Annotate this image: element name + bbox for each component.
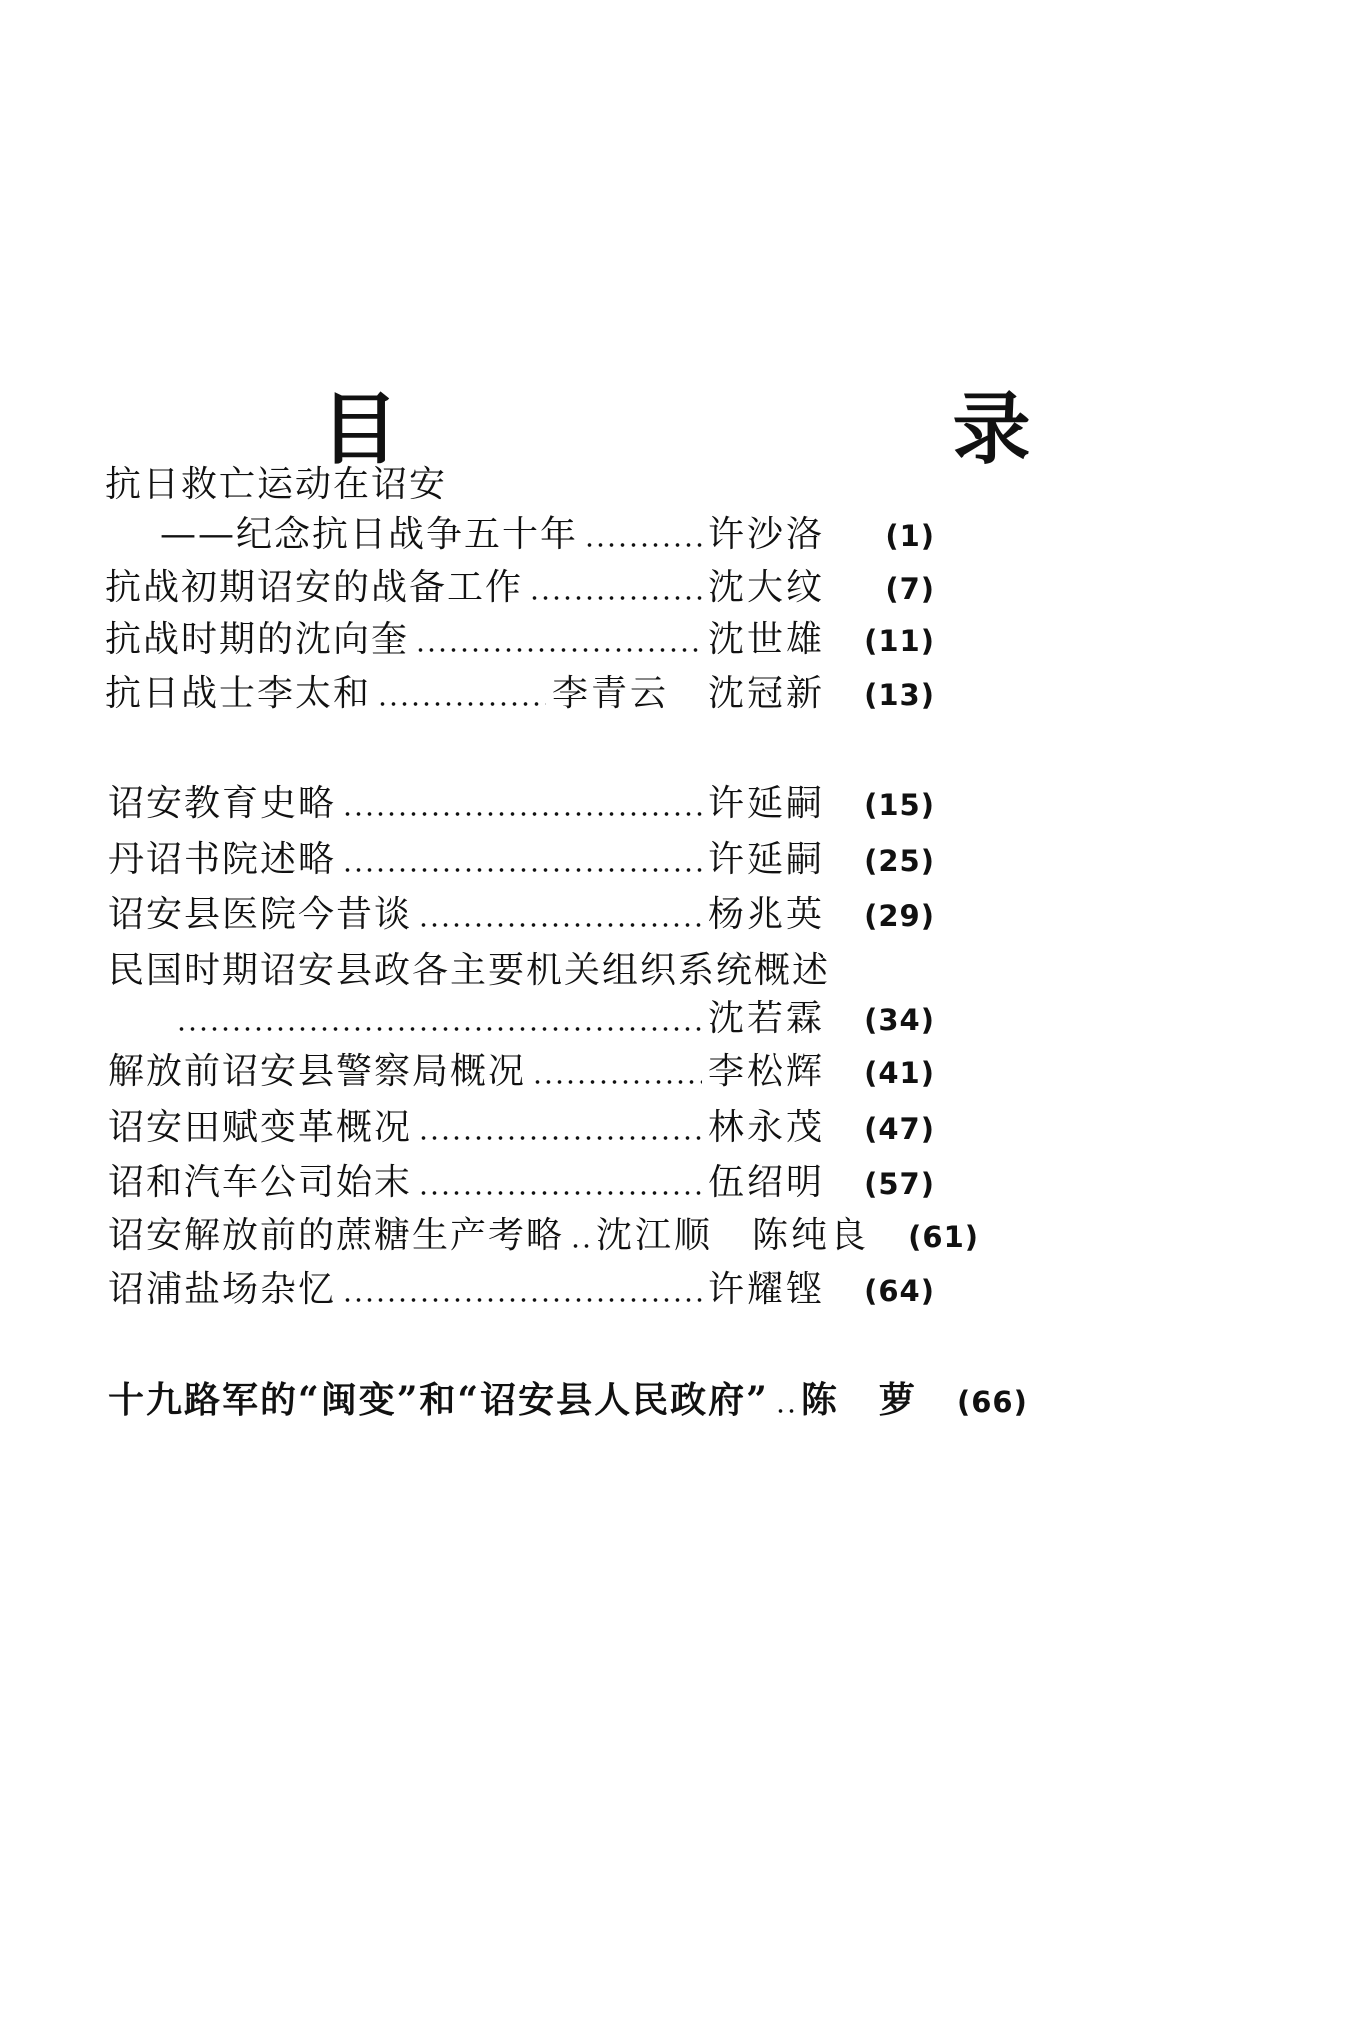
dot-leader <box>418 922 702 928</box>
entry-page-number: (25) <box>864 844 935 878</box>
toc-entry[interactable] <box>105 672 935 717</box>
entry-title: 诏安县医院今昔谈 <box>108 894 413 935</box>
entry-title: 抗日战士李太和 <box>105 673 372 714</box>
entry-page-number: (61) <box>908 1220 980 1254</box>
toc-entry[interactable] <box>108 838 935 883</box>
entry-title: 诏安教育史略 <box>108 783 337 824</box>
dot-leader <box>415 647 702 653</box>
entry-author: 沈若霖 <box>707 998 825 1039</box>
toc-entry[interactable] <box>108 893 935 938</box>
entry-title: 诏安解放前的蔗糖生产考略 <box>108 1215 565 1256</box>
entry-author: 李青云 沈冠新 <box>551 673 825 714</box>
entry-title: 诏浦盐场杂忆 <box>108 1269 337 1310</box>
section-heading: 抗日救亡运动在诏安 <box>105 464 448 505</box>
toc-entry[interactable] <box>108 782 935 827</box>
dot-leader <box>377 701 546 707</box>
entry-page-number: (29) <box>864 899 935 933</box>
dot-leader <box>342 811 702 817</box>
toc-entry[interactable] <box>160 513 935 558</box>
toc-entry[interactable] <box>108 1161 935 1206</box>
toc-entry[interactable] <box>105 618 935 663</box>
dot-leader <box>775 1408 795 1414</box>
entry-author: 沈大纹 <box>707 567 825 608</box>
dot-leader <box>532 1079 702 1085</box>
entry-title: 丹诏书院述略 <box>108 839 337 880</box>
entry-page-number: (34) <box>864 1003 935 1037</box>
entry-author: 沈江顺 陈纯良 <box>596 1215 870 1256</box>
entry-page-number: (7) <box>885 572 935 606</box>
entry-author: 沈世雄 <box>707 619 825 660</box>
page-title: 目 录 <box>320 385 1269 475</box>
entry-page-number: (66) <box>956 1385 1028 1419</box>
dot-leader <box>584 542 702 548</box>
entry-author: 林永茂 <box>707 1107 825 1148</box>
dot-leader <box>418 1135 702 1141</box>
entry-author: 杨兆英 <box>707 894 825 935</box>
entry-page-number: (41) <box>864 1056 935 1090</box>
entry-author: 陈 萝 <box>800 1379 918 1421</box>
entry-page-number: (11) <box>864 624 935 658</box>
dot-leader <box>176 1026 702 1032</box>
entry-author: 许延嗣 <box>707 839 825 880</box>
entry-page-number: (57) <box>864 1167 935 1201</box>
entry-page-number: (15) <box>864 788 935 822</box>
entry-author: 许耀铿 <box>707 1269 825 1310</box>
dot-leader <box>418 1190 702 1196</box>
entry-page-number: (13) <box>864 678 935 712</box>
toc-entry-continuation[interactable] <box>170 997 935 1042</box>
entry-title: 抗战初期诏安的战备工作 <box>105 567 524 608</box>
entry-author: 伍绍明 <box>707 1162 825 1203</box>
toc-entry-long-title[interactable]: 民国时期诏安县政各主要机关组织系统概述 <box>108 950 831 991</box>
dot-leader <box>570 1243 590 1249</box>
entry-title: 解放前诏安县警察局概况 <box>108 1051 527 1092</box>
entry-title: 诏和汽车公司始末 <box>108 1162 413 1203</box>
dot-leader <box>342 867 702 873</box>
toc-entry[interactable] <box>108 1214 980 1259</box>
entry-title: 十九路军的“闽变”和“诏安县人民政府” <box>108 1379 769 1421</box>
toc-entry[interactable] <box>108 1268 935 1313</box>
toc-entry[interactable] <box>105 566 935 611</box>
toc-entry[interactable] <box>108 1106 935 1151</box>
entry-page-number: (47) <box>864 1112 935 1146</box>
entry-author: 许沙洛 <box>707 514 825 555</box>
entry-page-number: (1) <box>885 519 935 553</box>
entry-author: 李松辉 <box>707 1051 825 1092</box>
dot-leader <box>529 595 702 601</box>
toc-entry[interactable] <box>108 1378 1028 1424</box>
entry-title: 抗战时期的沈向奎 <box>105 619 410 660</box>
entry-title: ——纪念抗日战争五十年 <box>160 514 579 555</box>
dot-leader <box>342 1297 702 1303</box>
entry-title: 诏安田赋变革概况 <box>108 1107 413 1148</box>
entry-page-number: (64) <box>864 1274 935 1308</box>
toc-entry[interactable] <box>108 1050 935 1095</box>
entry-author: 许延嗣 <box>707 783 825 824</box>
